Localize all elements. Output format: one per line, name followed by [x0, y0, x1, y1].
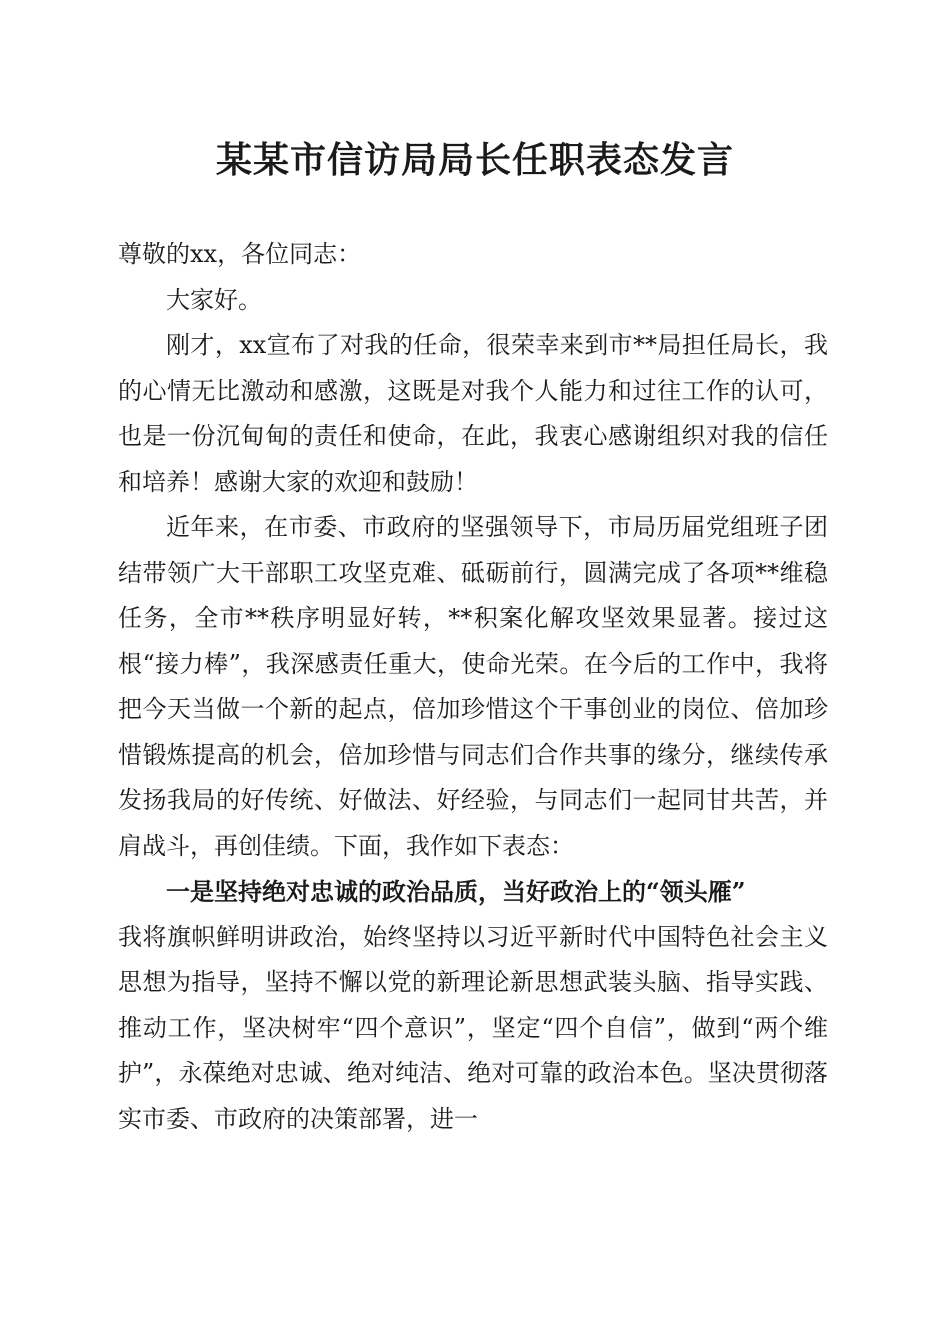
document-body	[118, 232, 828, 1142]
document-title: 某某市信访局局长任职表态发言	[215, 139, 734, 181]
greeting: 大家好。	[166, 285, 262, 314]
paragraph-appointment: 刚才，xx宣布了对我的任命，很荣幸来到市**局担任局长，我的心情无比激动和感激，这既是对我个人能力和过往工作的认可，也是一份沉甸甸的责任和使命，在此，我衷心感谢组织对我的信任和培养！感谢大家的欢迎和鼓励！	[118, 331, 828, 496]
section-heading-1: 一是坚持绝对忠诚的政治品质，当好政治上的“领头雁”	[166, 877, 746, 906]
salutation: 尊敬的xx，各位同志：	[118, 240, 362, 268]
section-body-1: 我将旗帜鲜明讲政治，始终坚持以习近平新时代中国特色社会主义思想为指导，坚持不懈以党的新理论新思想武装头脑、指导实践、推动工作，坚决树牢“四个意识”，坚定“四个自信”，做到“两个维护”，永葆绝对忠诚、绝对纯洁、绝对可靠的政治本色。坚决贯彻落实市委、市政府的决策部署，进一	[118, 922, 828, 1133]
paragraph-review: 近年来，在市委、市政府的坚强领导下，市局历届党组班子团结带领广大干部职工攻坚克难、砥砺前行，圆满完成了各项**维稳任务，全市**秩序明显好转，**积案化解攻坚效果显著。接过这根“接力棒”，我深感责任重大，使命光荣。在今后的工作中，我将把今天当做一个新的起点，倍加珍惜这个干事创业的岗位、倍加珍惜锻炼提高的机会，倍加珍惜与同志们合作共事的缘分，继续传承发扬我局的好传统、好做法、好经验，与同志们一起同甘共苦，并肩战斗，再创佳绩。下面，我作如下表态：	[118, 513, 828, 860]
